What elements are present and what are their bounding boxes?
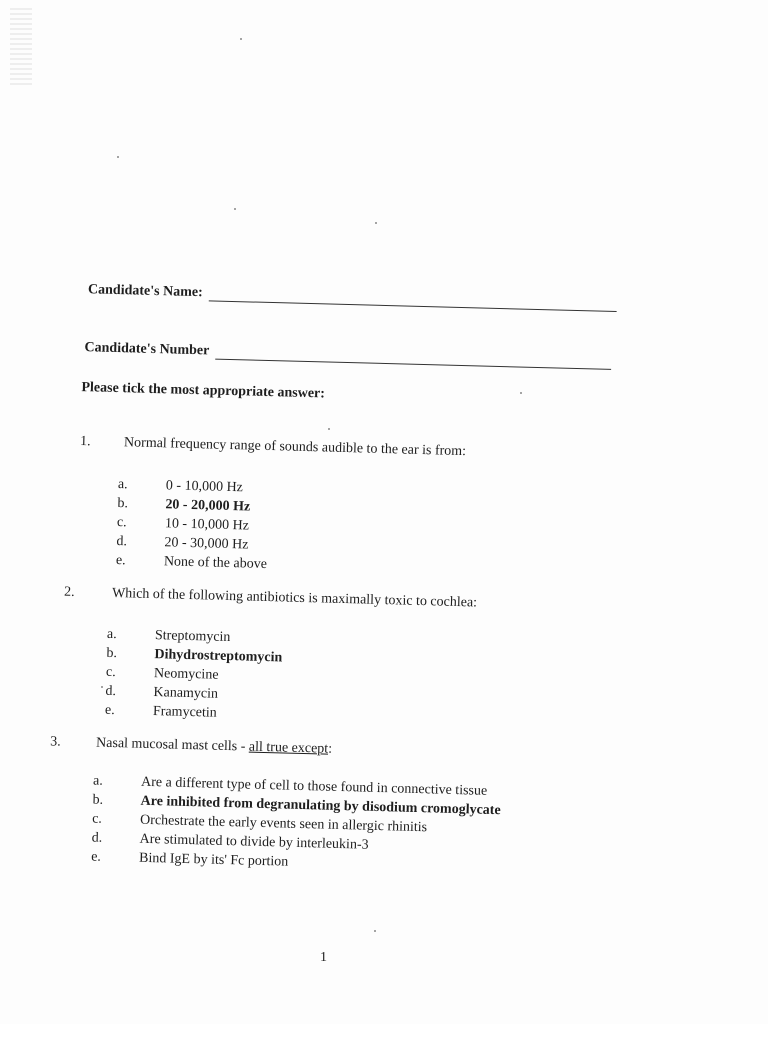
- question-number: 1.: [79, 434, 91, 450]
- option-letter: b.: [106, 645, 118, 662]
- candidate-name-row: [88, 282, 617, 312]
- option-text: Kanamycin: [153, 685, 219, 702]
- option-text: Neomycine: [153, 666, 219, 683]
- option-text: None of the above: [163, 554, 268, 572]
- option-text: 20 - 20,000 Hz: [165, 497, 251, 515]
- option-e[interactable]: [105, 701, 281, 725]
- question-text: [96, 736, 332, 758]
- option-letter: a.: [117, 477, 128, 493]
- page-number: 1: [320, 950, 327, 965]
- option-letter: c.: [116, 515, 127, 531]
- option-letter: d.: [91, 830, 103, 846]
- instruction-text: Please tick the most appropriate answer:: [81, 380, 326, 402]
- option-letter: e.: [115, 553, 126, 569]
- option-letter: c.: [105, 664, 116, 681]
- option-letter: e.: [104, 702, 115, 719]
- question-number: 2.: [63, 584, 75, 600]
- option-letter: a.: [92, 773, 104, 789]
- option-letter: b.: [117, 496, 129, 512]
- question-text-emphasis: all true except: [248, 739, 329, 757]
- option-letter: b.: [92, 792, 104, 808]
- question-3-options: [91, 772, 501, 878]
- candidate-name-field[interactable]: [208, 286, 616, 312]
- option-text: Streptomycin: [154, 628, 231, 646]
- candidate-number-label: Candidate's Number: [84, 340, 210, 359]
- question-text: Which of the following antibiotics is maximally toxic to cochlea:: [111, 585, 478, 611]
- question-text: Normal frequency range of sounds audible to the ear is from:: [123, 435, 467, 460]
- option-text: Are inhibited from degranulating by disodium cromoglycate: [140, 793, 501, 819]
- question-text-lead: Nasal mucosal mast cells -: [95, 735, 250, 755]
- option-text: 10 - 10,000 Hz: [164, 516, 250, 534]
- candidate-name-label: Candidate's Name:: [87, 282, 203, 301]
- option-letter: d.: [105, 683, 117, 700]
- option-text: Bind IgE by its' Fc portion: [138, 850, 289, 870]
- option-text: Orchestrate the early events seen in allergic rhinitis: [139, 812, 428, 836]
- option-text: Are a different type of cell to those found in connective tissue: [140, 774, 488, 799]
- candidate-number-row: [84, 340, 611, 370]
- question-1-options: [116, 475, 269, 574]
- question-2-options: [105, 625, 283, 725]
- question-number: 3.: [49, 734, 61, 750]
- option-text: Dihydrostreptomycin: [154, 647, 283, 666]
- option-letter: c.: [91, 811, 103, 827]
- option-text: Framycetin: [152, 704, 217, 721]
- option-text: 0 - 10,000 Hz: [165, 478, 244, 496]
- option-text: 20 - 30,000 Hz: [164, 535, 249, 553]
- option-letter: d.: [116, 534, 128, 550]
- option-e[interactable]: [116, 551, 267, 574]
- option-letter: a.: [106, 626, 117, 643]
- question-text-end: :: [327, 741, 333, 757]
- option-text: Are stimulated to divide by interleukin-3: [139, 831, 369, 853]
- candidate-number-field[interactable]: [215, 345, 611, 370]
- option-letter: e.: [90, 849, 102, 865]
